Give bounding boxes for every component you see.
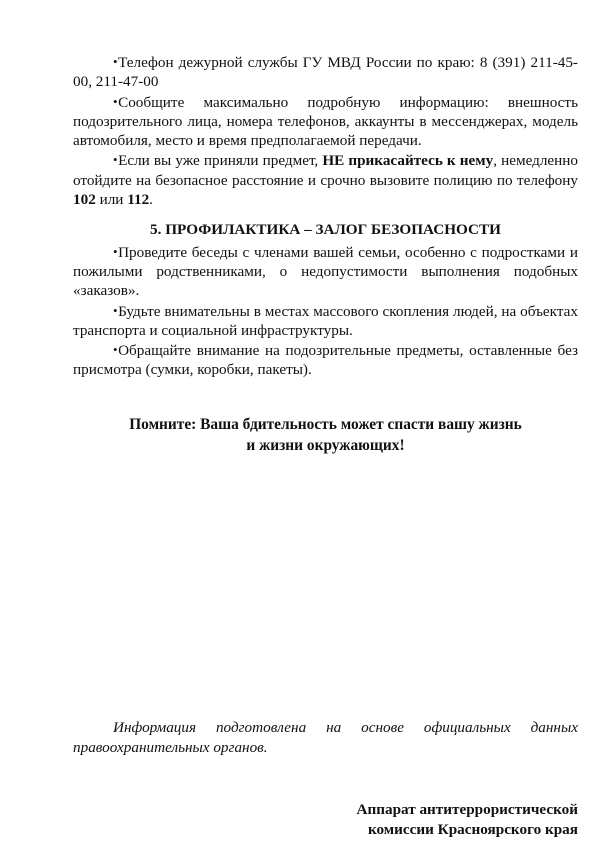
bullet-icon: •: [113, 54, 119, 69]
bullet-icon: •: [113, 152, 119, 168]
paragraph-text: Телефон дежурной службы ГУ МВД России по краю: 8 (391) 211-45-00, 211-47-00: [73, 54, 578, 91]
paragraph-watch-suspicious-objects: [73, 340, 578, 380]
signature-block: [73, 800, 578, 839]
warning-conjunction: или: [95, 191, 128, 209]
emergency-number-secondary: 112: [127, 191, 150, 209]
callout-line-2: и жизни окружающих!: [246, 436, 405, 454]
callout-line-1: Помните: Ваша бдительность может спасти вашу жизнь: [129, 415, 522, 433]
signature-line-2: комиссии Красноярского края: [367, 820, 578, 838]
bullet-icon: •: [113, 93, 119, 109]
bullet-icon: •: [113, 302, 119, 318]
paragraph-text: Сообщите максимально подробную информацию: внешность подозрительного лица, номера телефонов, аккаунты в мессенджерах, модель автомобиля, место и время предполагаемой передачи.: [73, 93, 578, 150]
footnote-source: Информация подготовлена на основе официальных данных правоохранительных органов.: [73, 719, 578, 756]
warning-middle: , немедленно отойдите на безопасное расстояние и срочно вызовите полицию по телефону: [73, 152, 579, 189]
paragraph-text: Проведите беседы с членами вашей семьи, особенно с подростками и пожилыми родственниками, о недопустимости выполнения подобных «заказов».: [73, 243, 578, 300]
paragraph-do-not-touch: [73, 150, 578, 209]
emergency-number-primary: 102: [73, 191, 96, 209]
signature-line-1: Аппарат антитеррористической: [356, 801, 578, 818]
paragraph-text: Обращайте внимание на подозрительные предметы, оставленные без присмотра (сумки, коробки, пакеты).: [73, 342, 578, 379]
paragraph-report-details: [73, 92, 578, 151]
warning-prefix: Если вы уже приняли предмет,: [118, 152, 323, 170]
paragraph-talk-to-family: [73, 240, 578, 301]
document-body: [73, 52, 578, 456]
paragraph-phone-duty-service: [73, 52, 578, 92]
warning-emphasis: НЕ прикасайтесь к нему: [322, 152, 494, 170]
warning-suffix: .: [149, 191, 153, 209]
bullet-icon: •: [113, 342, 119, 358]
paragraph-be-attentive-crowds: [73, 301, 578, 341]
section-heading-prevention: 5. ПРОФИЛАКТИКА – ЗАЛОГ БЕЗОПАСНОСТИ: [150, 221, 501, 239]
paragraph-text: Будьте внимательны в местах массового скопления людей, на объектах транспорта и социальной инфраструктуры.: [73, 302, 578, 339]
callout-remember: [73, 380, 578, 456]
bullet-icon: •: [113, 243, 119, 259]
